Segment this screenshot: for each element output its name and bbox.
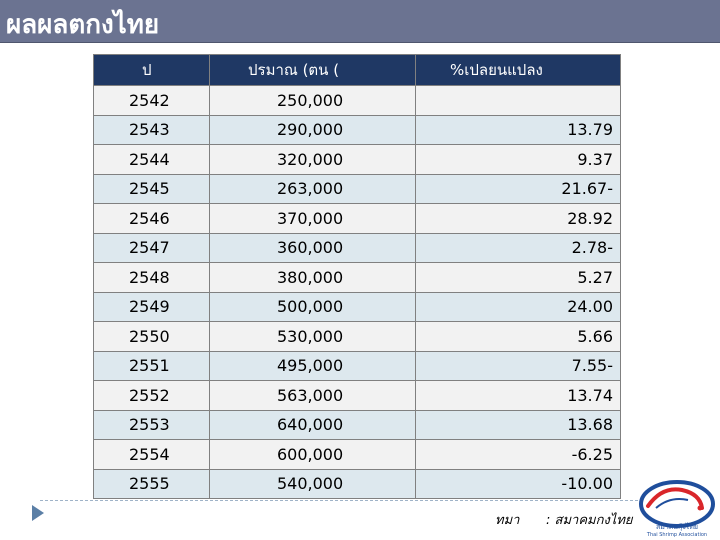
cell-change: -6.25: [416, 440, 621, 470]
cell-change: 28.92: [416, 204, 621, 234]
thai-shrimp-association-logo: [636, 478, 718, 538]
cell-quantity: 530,000: [210, 322, 416, 352]
logo-text-english: Thai Shrimp Association: [646, 532, 708, 538]
cell-change: 9.37: [416, 145, 621, 175]
logo-text-thai: สมาคมกุ้งไทย: [655, 523, 699, 531]
cell-year: 2548: [94, 263, 210, 293]
cell-year: 2544: [94, 145, 210, 175]
cell-change: 5.66: [416, 322, 621, 352]
title-bar: [0, 0, 720, 43]
cell-year: 2550: [94, 322, 210, 352]
cell-change: 7.55-: [416, 351, 621, 381]
cell-year: 2545: [94, 174, 210, 204]
header-year: ป: [94, 55, 210, 86]
cell-year: 2547: [94, 233, 210, 263]
header-change: %เปลยนแปลง: [416, 55, 621, 86]
play-triangle-icon: [30, 504, 46, 522]
cell-quantity: 263,000: [210, 174, 416, 204]
table-row: [94, 174, 621, 204]
table-row: [94, 469, 621, 499]
source-text: : สมาคมกงไทย: [546, 513, 633, 528]
source-label: ทมา: [495, 513, 520, 528]
cell-year: 2552: [94, 381, 210, 411]
table-row: [94, 204, 621, 234]
table-row: [94, 351, 621, 381]
shrimp-production-table: [93, 54, 621, 499]
table-row: [94, 381, 621, 411]
cell-year: 2549: [94, 292, 210, 322]
cell-change: -10.00: [416, 469, 621, 499]
slide-title: ผลผลตกงไทย: [6, 10, 160, 40]
cell-quantity: 495,000: [210, 351, 416, 381]
cell-change: 2.78-: [416, 233, 621, 263]
cell-year: 2554: [94, 440, 210, 470]
table-row: [94, 86, 621, 116]
cell-quantity: 250,000: [210, 86, 416, 116]
cell-change: 13.79: [416, 115, 621, 145]
table-row: [94, 263, 621, 293]
cell-quantity: 370,000: [210, 204, 416, 234]
cell-year: 2555: [94, 469, 210, 499]
cell-quantity: 290,000: [210, 115, 416, 145]
cell-quantity: 380,000: [210, 263, 416, 293]
cell-quantity: 640,000: [210, 410, 416, 440]
header-quantity: ปรมาณ (ตน (: [210, 55, 416, 86]
cell-change: 13.68: [416, 410, 621, 440]
table-header-row: [94, 55, 621, 86]
table-row: [94, 410, 621, 440]
table-row: [94, 233, 621, 263]
cell-year: 2542: [94, 86, 210, 116]
table-row: [94, 115, 621, 145]
cell-quantity: 563,000: [210, 381, 416, 411]
cell-change: 21.67-: [416, 174, 621, 204]
cell-year: 2543: [94, 115, 210, 145]
cell-year: 2546: [94, 204, 210, 234]
table-row: [94, 322, 621, 352]
cell-quantity: 600,000: [210, 440, 416, 470]
table-row: [94, 440, 621, 470]
cell-quantity: 540,000: [210, 469, 416, 499]
cell-year: 2551: [94, 351, 210, 381]
table-row: [94, 145, 621, 175]
table-row: [94, 292, 621, 322]
cell-quantity: 360,000: [210, 233, 416, 263]
cell-change: [416, 86, 621, 116]
cell-change: 13.74: [416, 381, 621, 411]
cell-change: 5.27: [416, 263, 621, 293]
cell-quantity: 320,000: [210, 145, 416, 175]
cell-year: 2553: [94, 410, 210, 440]
footer-divider: [40, 500, 638, 501]
cell-change: 24.00: [416, 292, 621, 322]
cell-quantity: 500,000: [210, 292, 416, 322]
